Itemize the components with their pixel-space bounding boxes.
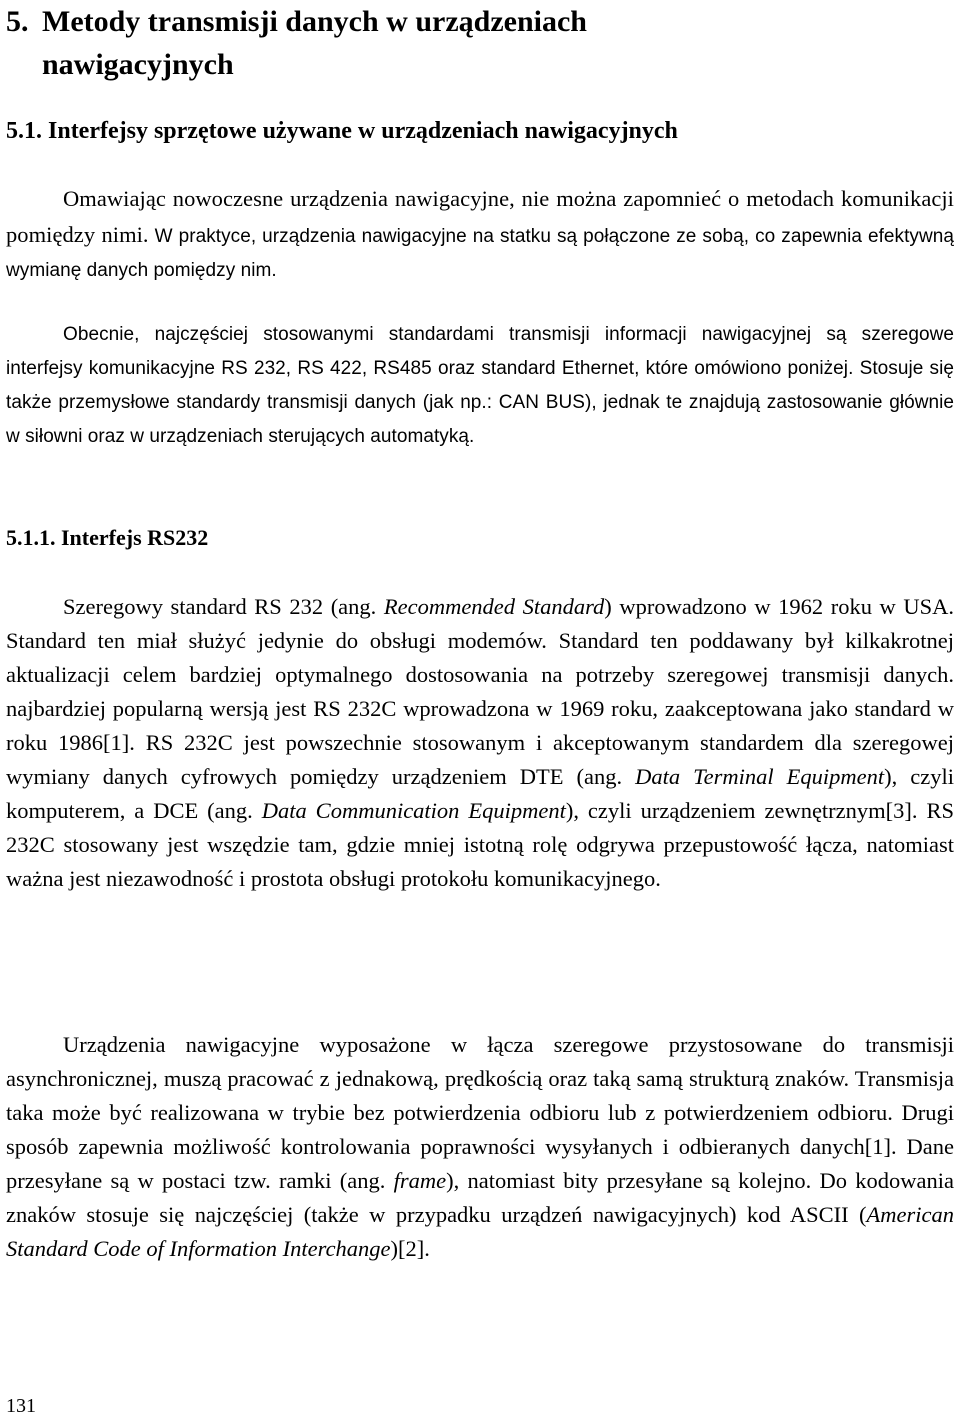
chapter-title-line1: Metody transmisji danych w urządzeniach <box>42 5 587 38</box>
rs232-term-dce: Data Communication Equipment <box>261 798 566 823</box>
standards-sentence-1: Obecnie, najczęściej stosowanymi standardami transmisji informacji nawigacyjnej są szeregowe interfejsy komunikacyjne RS 232, RS 422, RS485 oraz standard Ethernet, które omówiono poniżej. <box>6 324 954 379</box>
intro-sentence-2: W praktyce, urządzenia nawigacyjne na statku są połączone ze sobą, co zapewnia efektywną wymianę danych pomiędzy nim. <box>6 226 954 281</box>
devices-term-ascii: American Standard Code of Information Interchange <box>6 1202 954 1261</box>
rs232-text-3: ), czyli komputerem, a DCE (ang. <box>6 764 954 823</box>
section-heading: 5.1. Interfejsy sprzętowe używane w urządzeniach nawigacyjnych <box>6 118 678 144</box>
intro-paragraph <box>6 182 954 288</box>
standards-paragraph <box>6 318 954 454</box>
chapter-title-line2: nawigacyjnych <box>42 48 234 81</box>
subsection-heading: 5.1.1. Interfejs RS232 <box>6 525 209 550</box>
rs232-term-dte: Data Terminal Equipment <box>635 764 885 789</box>
devices-text-3: )[2]. <box>390 1236 430 1261</box>
rs232-text-2: ) wprowadzono w 1962 roku w USA. Standard ten miał służyć jedynie do obsługi modemów. Standard ten poddawany był kilkakrotnej aktualizacji celem bardziej optymalnego dostosowania na potrzeby szeregowej transmisji danych. najbardziej popularną wersją jest RS 232C wprowadzona w 1969 roku, zaakceptowana jako standard w roku 1986[1]. RS 232C jest powszechnie stosowanym i akceptowanym standardem dla szeregowej wymiany danych cyfrowych pomiędzy urządzeniem DTE (ang. <box>6 594 954 789</box>
rs232-text-4: ), czyli urządzeniem zewnętrznym[3]. RS 232C stosowany jest wszędzie tam, gdzie mniej istotną rolę odgrywa przepustowość łącza, natomiast ważna jest niezawodność i prostota obsługi protokołu komunikacyjnego. <box>6 798 954 891</box>
rs232-text-1: Szeregowy standard RS 232 (ang. <box>63 594 384 619</box>
intro-sentence-1: Omawiając nowoczesne urządzenia nawigacyjne, nie można zapomnieć o metodach komunikacji pomiędzy nimi. <box>6 186 954 247</box>
devices-term-frame: frame <box>393 1168 447 1193</box>
chapter-number: 5. <box>6 5 29 38</box>
devices-text-1: Urządzenia nawigacyjne wyposażone w łącza szeregowe przystosowane do transmisji asynchronicznej, muszą pracować z jednakową, prędkością oraz taką samą strukturą znaków. Transmisja taka może być realizowana w trybie bez potwierdzenia odbioru lub z potwierdzeniem odbioru. Drugi sposób zapewnia możliwość kontrolowania poprawności wysyłanych i odbieranych danych[1]. Dane przesyłane są w postaci tzw. ramki (ang. <box>6 1032 954 1193</box>
rs232-term-recommended-standard: Recommended Standard <box>383 594 605 619</box>
devices-paragraph <box>6 1028 954 1266</box>
rs232-paragraph <box>6 590 954 896</box>
page-number: 131 <box>6 1395 36 1417</box>
devices-text-2: ), natomiast bity przesyłane są kolejno. Do kodowania znaków stosuje się najczęściej (także w przypadku urządzeń nawigacyjnych) kod ASCII ( <box>6 1168 954 1227</box>
chapter-heading <box>6 0 946 86</box>
standards-sentence-2: Stosuje się także przemysłowe standardy transmisji danych (jak np.: CAN BUS), jednak te znajdują zastosowanie głównie w siłowni oraz w urządzeniach sterujących automatyką. <box>6 358 954 447</box>
